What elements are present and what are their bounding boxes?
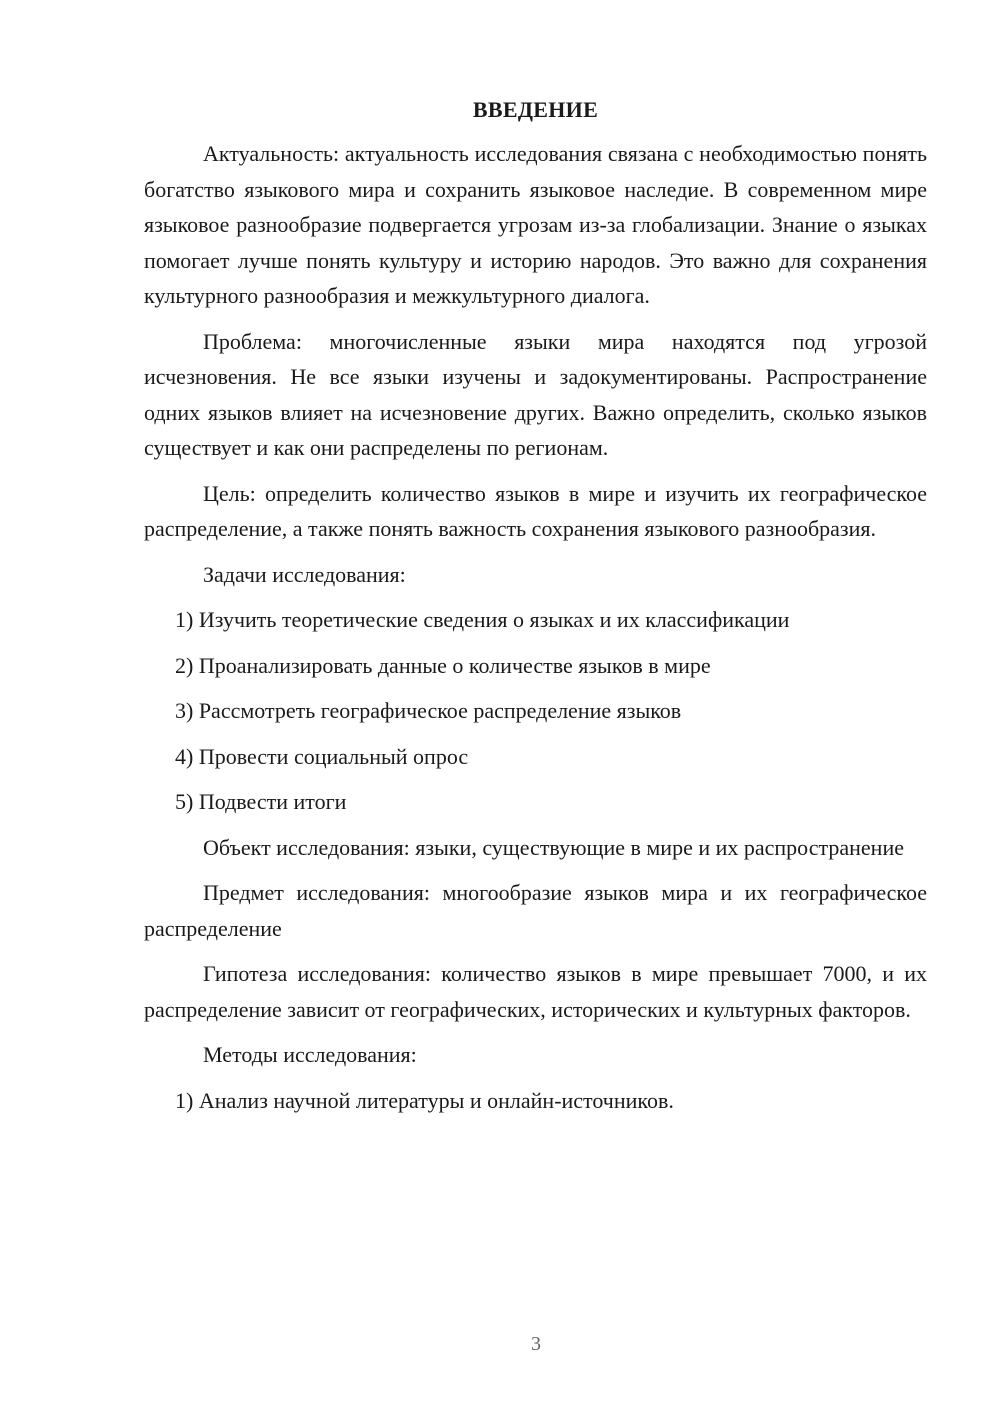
paragraph-goal: Цель: определить количество языков в мире и изучить их географическое распределение, а также понять важность сохранения языкового разнообразия. (144, 480, 927, 541)
paragraph-object: Объект исследования: языки, существующие в мире и их распространение (203, 834, 904, 860)
paragraph-hypothesis: Гипотеза исследования: количество языков в мире превышает 7000, и их распределение зависит от географических, исторических и культурных факторов. (144, 961, 927, 1022)
page-number: 3 (531, 1333, 541, 1355)
paragraph-subject: Предмет исследования: многообразие языков мира и их географическое распределение (144, 880, 927, 941)
task-item-4: 4) Провести социальный опрос (175, 743, 469, 769)
method-item-1: 1) Анализ научной литературы и онлайн-источников. (175, 1087, 674, 1113)
tasks-heading: Задачи исследования: (203, 561, 406, 587)
section-title: ВВЕДЕНИЕ (472, 97, 599, 122)
task-item-1: 1) Изучить теоретические сведения о языках и их классификации (175, 607, 790, 632)
page-content (144, 96, 927, 1128)
task-item-2: 2) Проанализировать данные о количестве языков в мире (175, 652, 711, 678)
paragraph-problem: Проблема: многочисленные языки мира находятся под угрозой исчезновения. Не все языки изучены и задокументированы. Распространение одних языков влияет на исчезновение других. Важно определить, сколько языков существует и как они распределены по регионам. (144, 328, 927, 460)
paragraph-relevance: Актуальность: актуальность исследования связана с необходимостью понять богатство языкового мира и сохранить языковое наследие. В современном мире языковое разнообразие подвергается угрозам из-за глобализации. Знание о языках помогает лучше понять культуру и историю народов. Это важно для сохранения культурного разнообразия и межкультурного диалога. (144, 141, 927, 308)
task-item-5: 5) Подвести итоги (175, 789, 347, 814)
task-item-3: 3) Рассмотреть географическое распределение языков (175, 698, 682, 723)
methods-heading: Методы исследования: (203, 1042, 417, 1067)
